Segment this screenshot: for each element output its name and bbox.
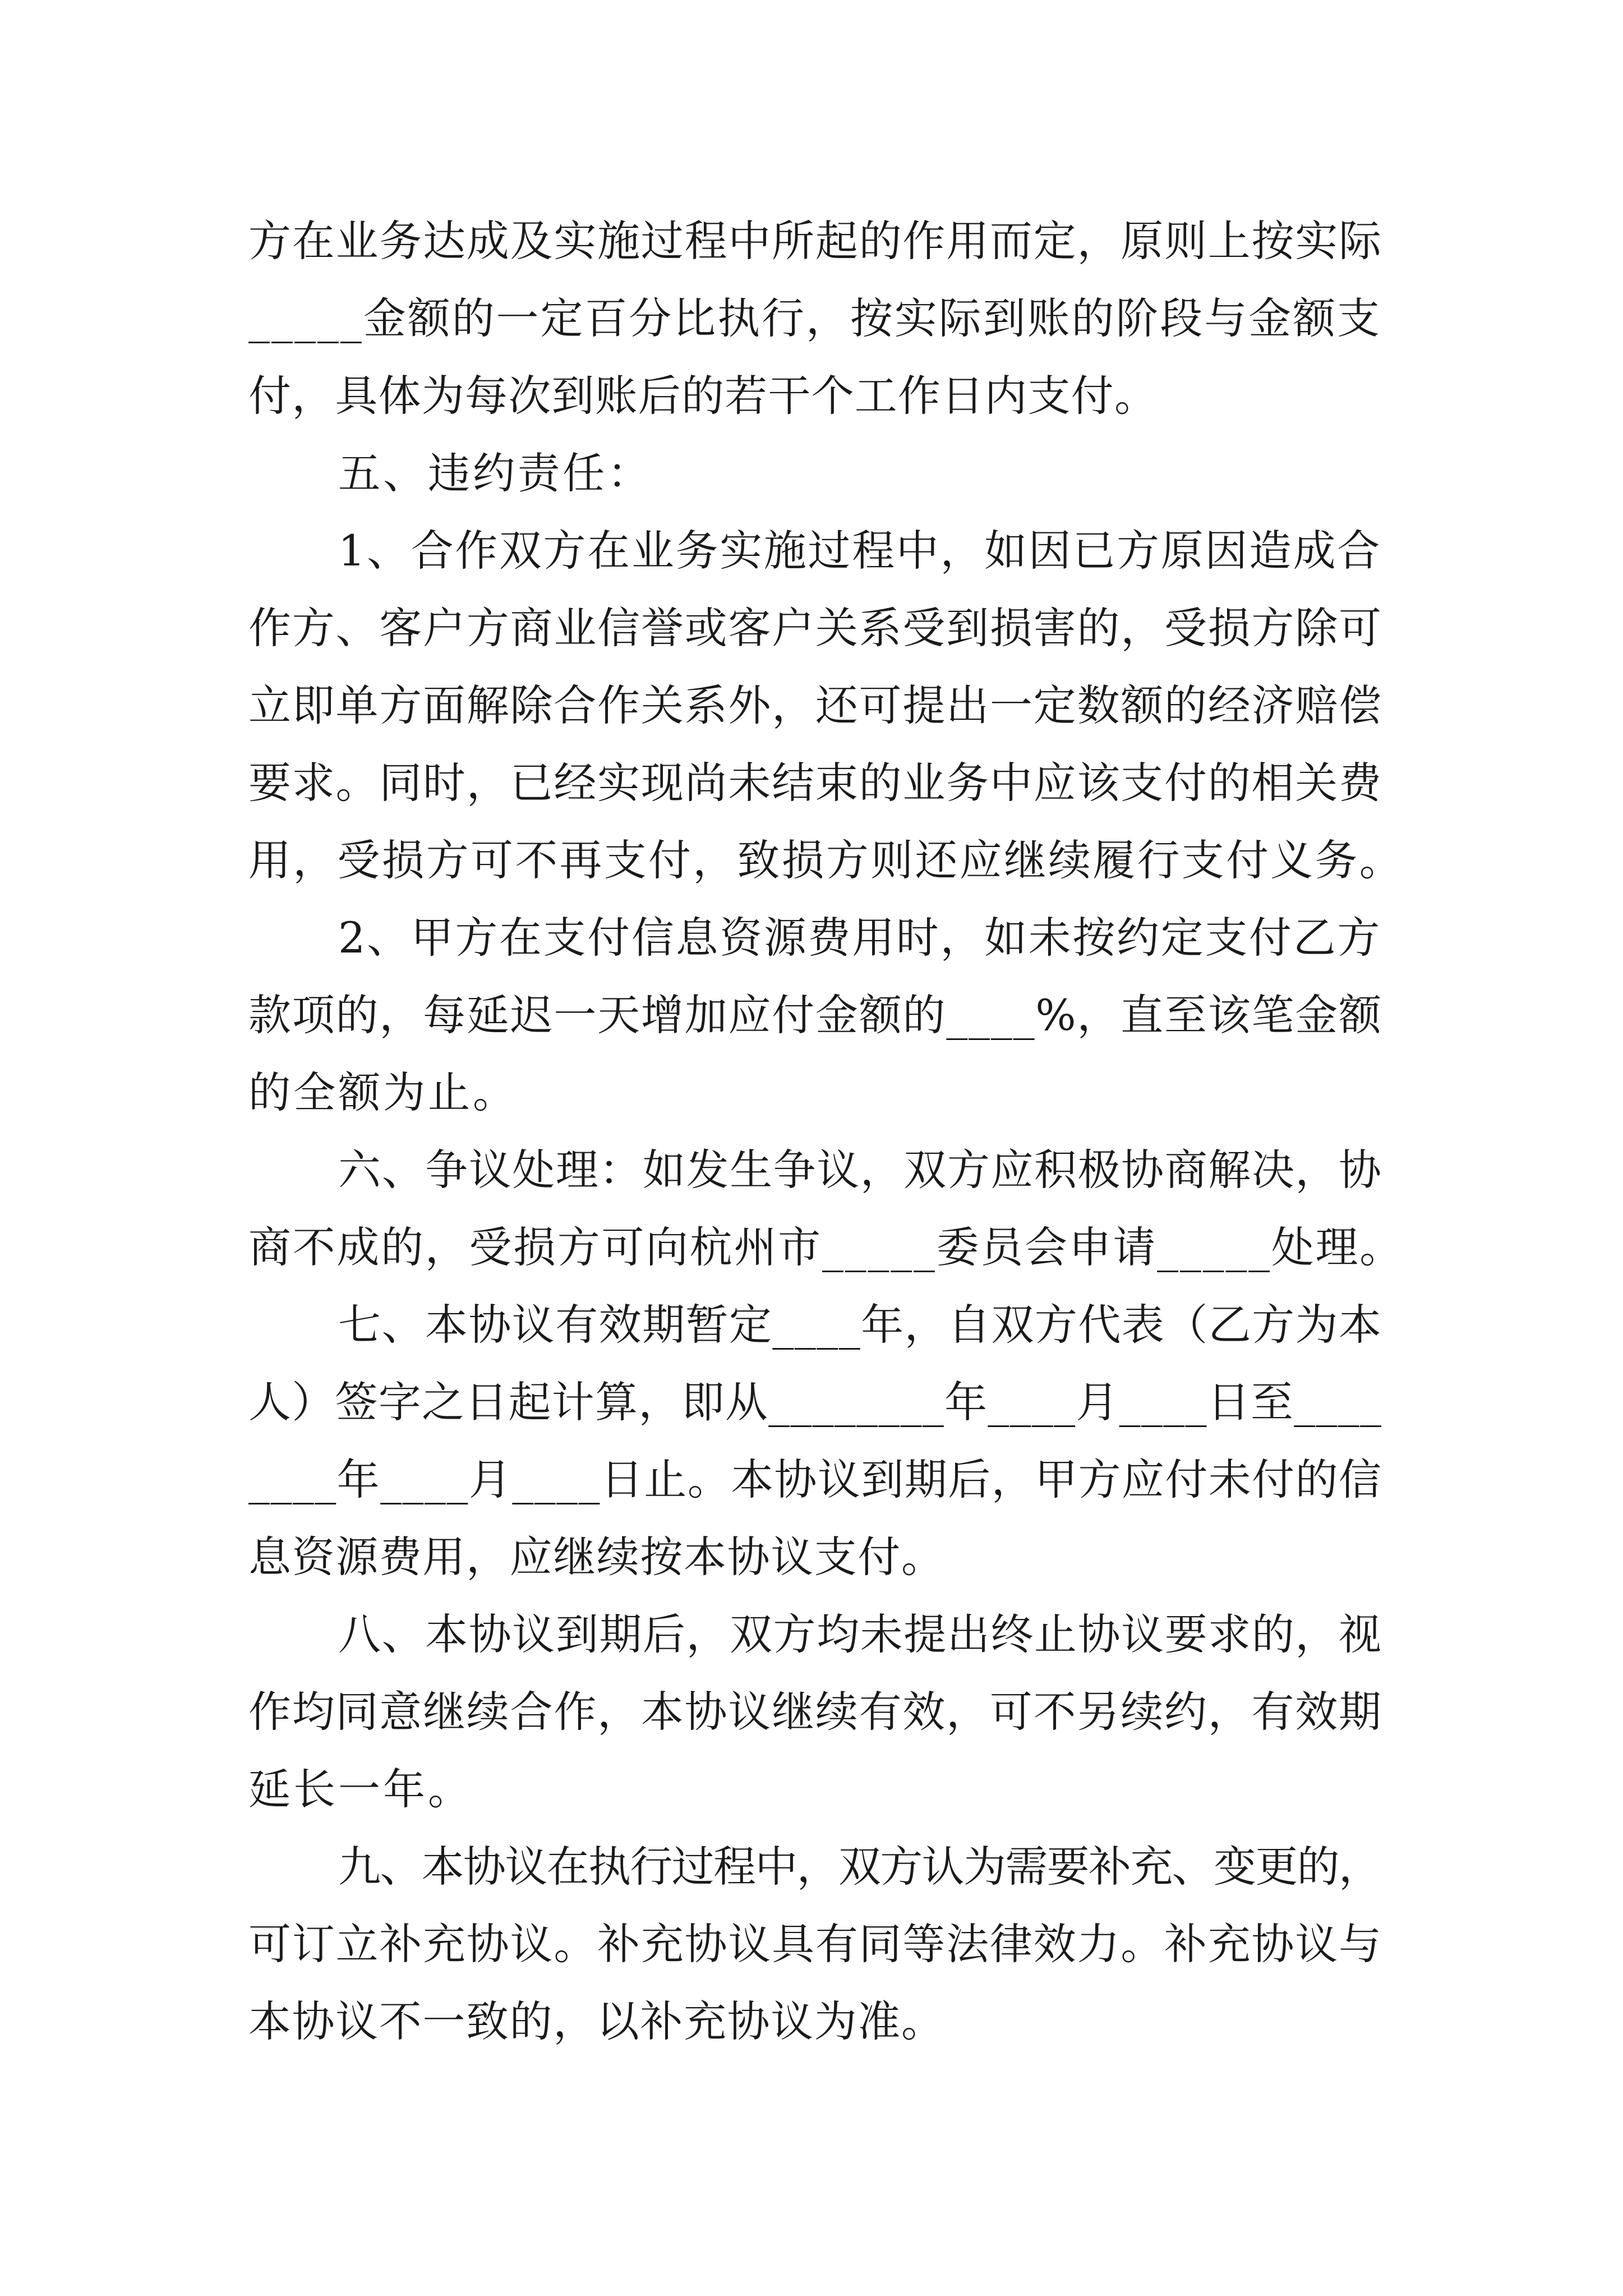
text-line: 付，具体为每次到账后的若干个工作日内支付。 — [248, 371, 1158, 421]
section-heading: 五、违约责任： — [338, 448, 652, 498]
text-line: 八、本协议到期后，双方均未提出终止协议要求的，视 — [338, 1609, 1382, 1659]
text-line: _____金额的一定百分比执行，按实际到账的阶段与金额支 — [248, 293, 1381, 343]
text-line: 作均同意继续合作，本协议继续有效，可不另续约，有效期 — [248, 1687, 1382, 1737]
text-line: ____年____月____日止。本协议到期后，甲方应付未付的信 — [248, 1455, 1382, 1504]
text-line: 人）签字之日起计算，即从________年____月____日至____ — [248, 1377, 1382, 1427]
text-line: 商不成的，受损方可向杭州市_____委员会申请_____处理。 — [248, 1222, 1404, 1272]
text-line: 可订立补充协议。补充协议具有同等法律效力。补充协议与 — [248, 1919, 1382, 1969]
text-line: 九、本协议在执行过程中，双方认为需要补充、变更的， — [338, 1842, 1381, 1892]
text-line: 七、本协议有效期暂定____年，自双方代表（乙方为本 — [338, 1300, 1382, 1350]
text-line: 立即单方面解除合作关系外，还可提出一定数额的经济赔偿 — [248, 680, 1382, 730]
text-line: 作方、客户方商业信誉或客户关系受到损害的，受损方除可 — [248, 603, 1382, 653]
text-line: 2、甲方在支付信息资源费用时，如未按约定支付乙方 — [338, 913, 1381, 963]
text-line: 延长一年。 — [248, 1764, 473, 1814]
text-line: 款项的，每延迟一天增加应付金额的____%，直至该笔金额 — [248, 990, 1382, 1040]
text-line: 本协议不一致的，以补充协议为准。 — [248, 1996, 945, 2046]
text-line: 的全额为止。 — [248, 1068, 518, 1117]
text-line: 六、争议处理：如发生争议，双方应积极协商解决，协 — [338, 1145, 1382, 1195]
text-line: 用，受损方可不再支付，致损方则还应继续履行支付义务。 — [248, 835, 1404, 885]
text-line: 要求。同时，已经实现尚未结束的业务中应该支付的相关费 — [248, 758, 1382, 808]
text-line: 方在业务达成及实施过程中所起的作用而定，原则上按实际 — [248, 216, 1382, 266]
text-line: 息资源费用，应继续按本协议支付。 — [248, 1532, 945, 1582]
text-line: 1、合作双方在业务实施过程中，如因已方原因造成合 — [338, 526, 1381, 576]
